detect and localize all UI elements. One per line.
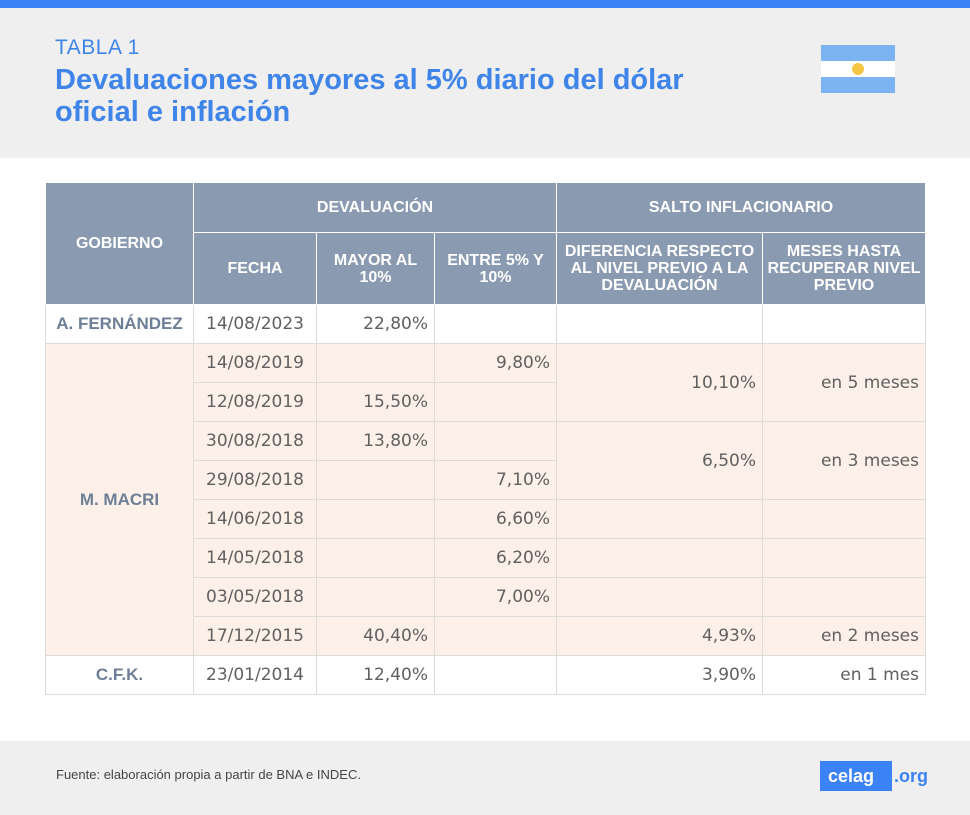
diferencia-cell: 4,93% (557, 617, 763, 656)
meses-cell: en 5 meses (763, 344, 926, 422)
entre-cell: 6,20% (435, 539, 557, 578)
logo-domain: .org (894, 765, 928, 786)
fecha-cell: 12/08/2019 (194, 383, 317, 422)
sun-icon (852, 63, 864, 75)
header-salto-inflacionario: SALTO INFLACIONARIO (557, 183, 926, 233)
entre-cell (435, 383, 557, 422)
government-cell: C.F.K. (46, 656, 194, 695)
mayor-cell (317, 578, 435, 617)
table-row (46, 305, 926, 344)
diferencia-cell: 3,90% (557, 656, 763, 695)
mayor-cell (317, 461, 435, 500)
fecha-cell: 30/08/2018 (194, 422, 317, 461)
source-note: Fuente: elaboración propia a partir de BNA e INDEC. (56, 767, 361, 782)
entre-cell (435, 617, 557, 656)
mayor-cell: 12,40% (317, 656, 435, 695)
fecha-cell: 14/05/2018 (194, 539, 317, 578)
header-meses: MESES HASTA RECUPERAR NIVEL PREVIO (763, 233, 926, 305)
table-row (46, 656, 926, 695)
government-cell: A. FERNÁNDEZ (46, 305, 194, 344)
mayor-cell: 22,80% (317, 305, 435, 344)
header-gobierno: GOBIERNO (46, 183, 194, 305)
fecha-cell: 17/12/2015 (194, 617, 317, 656)
entre-cell: 9,80% (435, 344, 557, 383)
header-entre-5-10: ENTRE 5% Y 10% (435, 233, 557, 305)
mayor-cell: 13,80% (317, 422, 435, 461)
top-accent-bar (0, 0, 970, 8)
diferencia-cell (557, 539, 763, 578)
header-fecha: FECHA (194, 233, 317, 305)
argentina-flag-icon (821, 45, 895, 93)
mayor-cell (317, 500, 435, 539)
fecha-cell: 29/08/2018 (194, 461, 317, 500)
fecha-cell: 14/08/2019 (194, 344, 317, 383)
entre-cell: 6,60% (435, 500, 557, 539)
mayor-cell (317, 539, 435, 578)
entre-cell: 7,00% (435, 578, 557, 617)
header-mayor-10: MAYOR AL 10% (317, 233, 435, 305)
meses-cell (763, 578, 926, 617)
meses-cell (763, 500, 926, 539)
fecha-cell: 23/01/2014 (194, 656, 317, 695)
table-row (46, 344, 926, 383)
entre-cell (435, 305, 557, 344)
entre-cell (435, 656, 557, 695)
diferencia-cell: 6,50% (557, 422, 763, 500)
page-title: Devaluaciones mayores al 5% diario del dólar oficial e inflación (55, 64, 684, 128)
table-label: TABLA 1 (55, 36, 140, 59)
government-cell: M. MACRI (46, 344, 194, 656)
mayor-cell: 40,40% (317, 617, 435, 656)
meses-cell (763, 539, 926, 578)
diferencia-cell (557, 305, 763, 344)
header-devaluacion: DEVALUACIÓN (194, 183, 557, 233)
mayor-cell: 15,50% (317, 383, 435, 422)
fecha-cell: 14/08/2023 (194, 305, 317, 344)
logo-main: celag (820, 761, 892, 791)
diferencia-cell (557, 500, 763, 539)
fecha-cell: 14/06/2018 (194, 500, 317, 539)
diferencia-cell (557, 578, 763, 617)
data-table (45, 182, 925, 695)
meses-cell: en 1 mes (763, 656, 926, 695)
meses-cell: en 2 meses (763, 617, 926, 656)
meses-cell (763, 305, 926, 344)
mayor-cell (317, 344, 435, 383)
meses-cell: en 3 meses (763, 422, 926, 500)
diferencia-cell: 10,10% (557, 344, 763, 422)
header (0, 8, 970, 158)
header-diferencia: DIFERENCIA RESPECTO AL NIVEL PREVIO A LA DEVALUACIÓN (557, 233, 763, 305)
footer (0, 741, 970, 815)
entre-cell: 7,10% (435, 461, 557, 500)
fecha-cell: 03/05/2018 (194, 578, 317, 617)
celag-logo[interactable] (820, 761, 928, 791)
entre-cell (435, 422, 557, 461)
